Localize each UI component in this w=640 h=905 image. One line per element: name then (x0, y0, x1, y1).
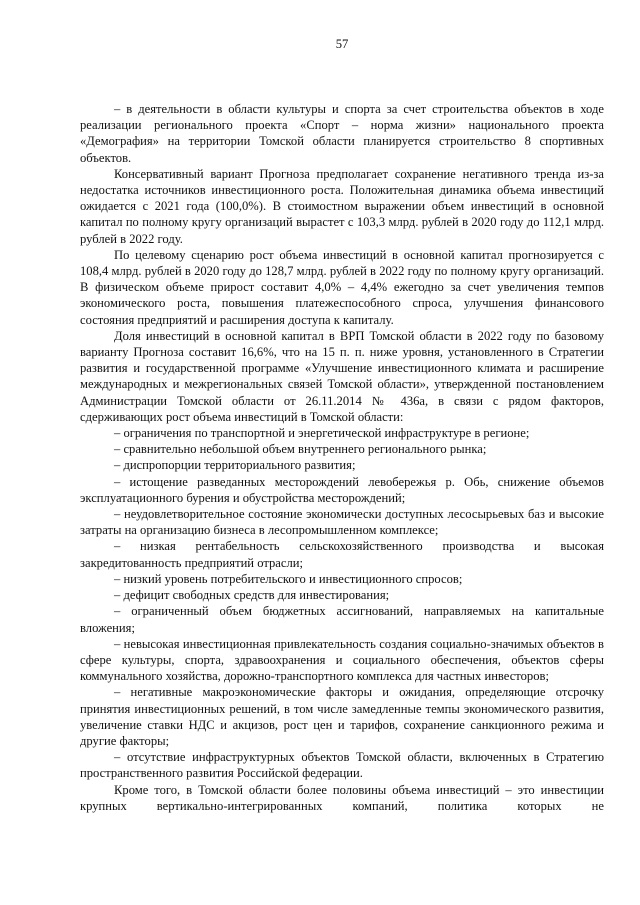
list-item-disproportions: – диспропорции территориального развития; (114, 458, 356, 473)
list-item-attractiveness: – невысокая инвестиционная привлекательность создания социально-значимых объектов в сфере культуры, спорта, здравоохранения и социального обеспечения, объектов сферы коммунального хозяйства, дорожно-транспортного комплекса для частных инвесторов; (80, 636, 604, 684)
list-item-agriculture: – низкая рентабельность сельскохозяйственного производства и высокая закредитованность предприятий отрасли; (80, 539, 604, 570)
list-item-deposits: – истощение разведанных месторождений левобережья р. Обь, снижение объемов эксплуатационного бурения и обустройства месторождений; (80, 474, 604, 505)
paragraph-conservative-variant: Консервативный вариант Прогноза предполагает сохранение негативного тренда из-за недостатка источников инвестиционного роста. Положительная динамика объема инвестиций ожидается с 2021 года (100,0%). В стоимостном выражении объем инвестиций в основной капитал по полному кругу организаций вырастет с 103,3 млрд. рублей в 2020 году до 112,1 млрд. рублей в 2022 году. (80, 166, 604, 246)
paragraph-investment-share: Доля инвестиций в основной капитал в ВРП Томской области в 2022 году по базовому варианту Прогноза составит 16,6%, что на 15 п. п. ниже уровня, установленного в Стратегии развития и государственной программе «Улучшение инвестиционного климата и расширение международных и межрегиональных связей Томской области», утвержденной постановлением Администрации Томской области от 26.11.2014 № 436а, в связи с рядом факторов, сдерживающих рост объема инвестиций в Томской области: (80, 328, 604, 424)
list-item-forest-resources: – неудовлетворительное состояние экономически доступных лесосырьевых баз и высокие затраты на организацию бизнеса в лесопромышленном комплексе; (80, 507, 604, 538)
list-item-market-size: – сравнительно небольшой объем внутреннего регионального рынка; (114, 442, 487, 457)
list-item-demand: – низкий уровень потребительского и инвестиционного спросов; (114, 571, 463, 586)
page-number: 57 (335, 37, 349, 51)
list-item-macro-factors: – негативные макроэкономические факторы и ожидания, определяющие отсрочку принятия инвестиционных решений, в том числе замедленные темпы экономического развития, увеличение ставки НДС и акцизов, рост цен и тарифов, сохранение санкционного режима и другие факторы; (80, 685, 604, 748)
list-item-funds-deficit: – дефицит свободных средств для инвестирования; (114, 588, 390, 603)
paragraph-target-scenario: По целевому сценарию рост объема инвестиций в основной капитал прогнозируется с 108,4 млрд. рублей в 2020 году до 128,7 млрд. рублей в 2022 году по полному кругу организаций. В физическом объеме прирост составит 4,0% – 4,4% ежегодно за счет увеличения темпов экономического роста, повышения платежеспособного спроса, улучшения финансового состояния предприятий и расширения доступа к капиталу. (80, 247, 604, 327)
list-item-spatial-strategy: – отсутствие инфраструктурных объектов Томской области, включенных в Стратегию пространственного развития Российской федерации. (80, 750, 604, 781)
list-item-budget: – ограниченный объем бюджетных ассигнований, направляемых на капитальные вложения; (80, 604, 604, 635)
list-item-infrastructure: – ограничения по транспортной и энергетической инфраструктуре в регионе; (114, 426, 530, 441)
paragraph-culture-sport: – в деятельности в области культуры и спорта за счет строительства объектов в ходе реализации регионального проекта «Спорт – норма жизни» национального проекта «Демография» на территории Томской области планируется строительство 8 спортивных объектов. (80, 102, 604, 165)
paragraph-large-companies: Кроме того, в Томской области более половины объема инвестиций – это инвестиции крупных вертикально-интегрированных компаний, политика которых не (80, 782, 604, 813)
